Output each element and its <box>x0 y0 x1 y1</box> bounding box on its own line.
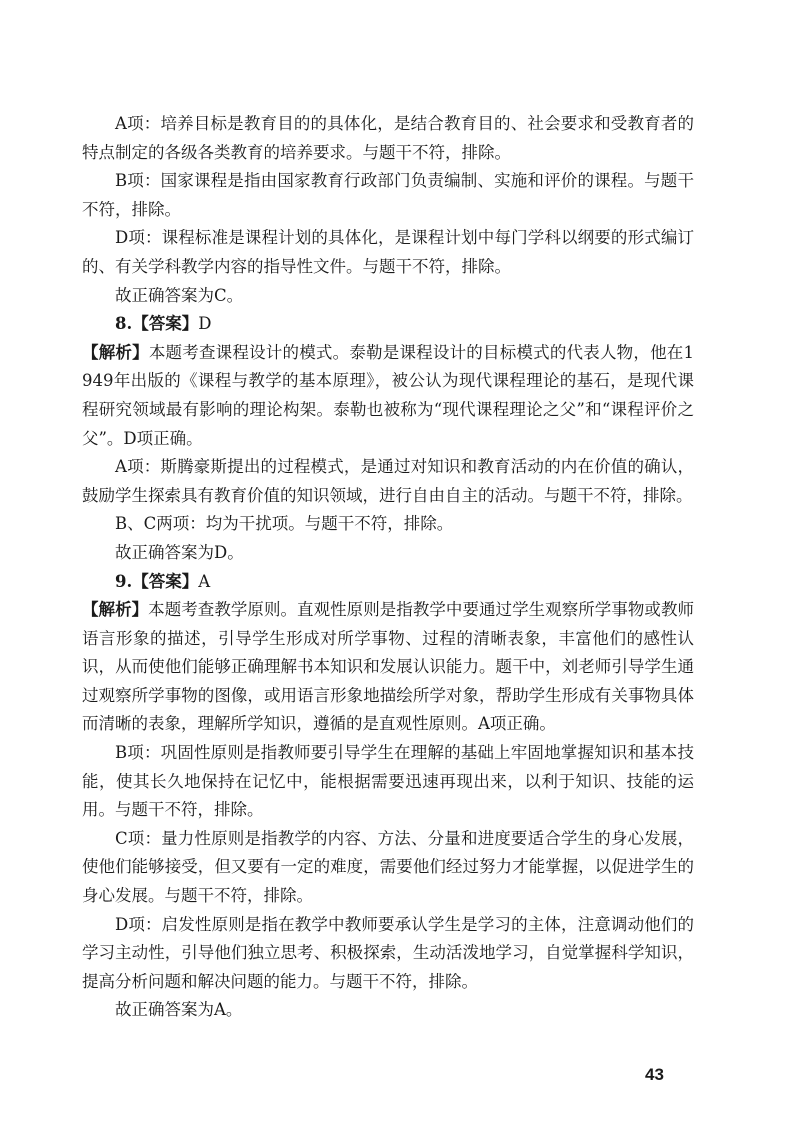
page-number: 43 <box>645 1065 664 1084</box>
analysis-label: 【解析】 <box>82 342 149 362</box>
paragraph-option-c-capacity <box>82 825 694 911</box>
paragraph-option-a-process-model <box>82 453 694 510</box>
question-8-answer <box>82 310 694 339</box>
question-9-analysis <box>82 596 694 739</box>
paragraph-option-d-course-standard <box>82 224 694 281</box>
paragraph-answer-c <box>82 282 694 311</box>
paragraph-text: 本题考查教学原则。直观性原则是指教学中要通过学生观察所学事物或教师语言形象的描述，引导学生形成对所学事物、过程的清晰表象，丰富他们的感性认识，从而使他们能够正确理解书本知识和发展认识能力。题干中，刘老师引导学生通过观察所学事物的图像，或用语言形象地描绘所学对象，帮助学生形成有关事物具体而清晰的表象，理解所学知识，遵循的是直观性原则。A项正确。 <box>82 600 695 734</box>
paragraph-text: 故正确答案为D。 <box>115 542 244 562</box>
analysis-label: 【解析】 <box>82 600 149 620</box>
answer-value: D <box>198 314 212 334</box>
paragraph-option-b-national-course <box>82 167 694 224</box>
paragraph-text: A项：培养目标是教育目的的具体化，是结合教育目的、社会要求和受教育者的特点制定的各级各类教育的培养要求。与题干不符，排除。 <box>82 114 694 162</box>
paragraph-text: D项：启发性原则是指在教学中教师要承认学生是学习的主体，注意调动他们的学习主动性，引导他们独立思考、积极探索，生动活泼地学习，自觉掌握科学知识，提高分析问题和解决问题的能力。与题干不符，排除。 <box>82 914 694 991</box>
answer-value: A <box>198 571 211 591</box>
paragraph-option-a-training-goal <box>82 110 694 167</box>
answer-label: 8.【答案】 <box>115 314 199 334</box>
paragraph-option-d-heuristic <box>82 911 694 997</box>
paragraph-text: 故正确答案为A。 <box>115 1000 243 1020</box>
paragraph-text: D项：课程标准是课程计划的具体化，是课程计划中每门学科以纲要的形式编订的、有关学科教学内容的指导性文件。与题干不符，排除。 <box>82 228 694 276</box>
question-9-answer <box>82 568 694 597</box>
paragraph-text: B项：巩固性原则是指教师要引导学生在理解的基础上牢固地掌握知识和基本技能，使其长久地保持在记忆中，能根据需要迅速再现出来，以利于知识、技能的运用。与题干不符，排除。 <box>82 743 694 820</box>
paragraph-text: B项：国家课程是指由国家教育行政部门负责编制、实施和评价的课程。与题干不符，排除。 <box>82 171 694 219</box>
paragraph-answer-a <box>82 996 694 1025</box>
paragraph-option-b-consolidation <box>82 739 694 825</box>
paragraph-text: C项：量力性原则是指教学的内容、方法、分量和进度要适合学生的身心发展，使他们能够接受，但又要有一定的难度，需要他们经过努力才能掌握，以促进学生的身心发展。与题干不符，排除。 <box>82 828 694 906</box>
document-body <box>82 110 694 1025</box>
paragraph-text: B、C两项：均为干扰项。与题干不符，排除。 <box>115 514 454 534</box>
paragraph-text: 本题考查课程设计的模式。泰勒是课程设计的目标模式的代表人物，他在1949年出版的《课程与教学的基本原理》，被公认为现代课程理论的基石，是现代课程研究领域最有影响的理论构架。泰勒也被称为“现代课程理论之父”和“课程评价之父”。D项正确。 <box>82 342 695 448</box>
paragraph-answer-d <box>82 539 694 568</box>
paragraph-text: A项：斯腾豪斯提出的过程模式，是通过对知识和教育活动的内在价值的确认，鼓励学生探索具有教育价值的知识领域，进行自由自主的活动。与题干不符，排除。 <box>82 457 694 505</box>
question-8-analysis <box>82 339 694 453</box>
paragraph-text: 故正确答案为C。 <box>115 285 244 305</box>
paragraph-option-bc-distractors <box>82 510 694 539</box>
answer-label: 9.【答案】 <box>115 571 199 591</box>
